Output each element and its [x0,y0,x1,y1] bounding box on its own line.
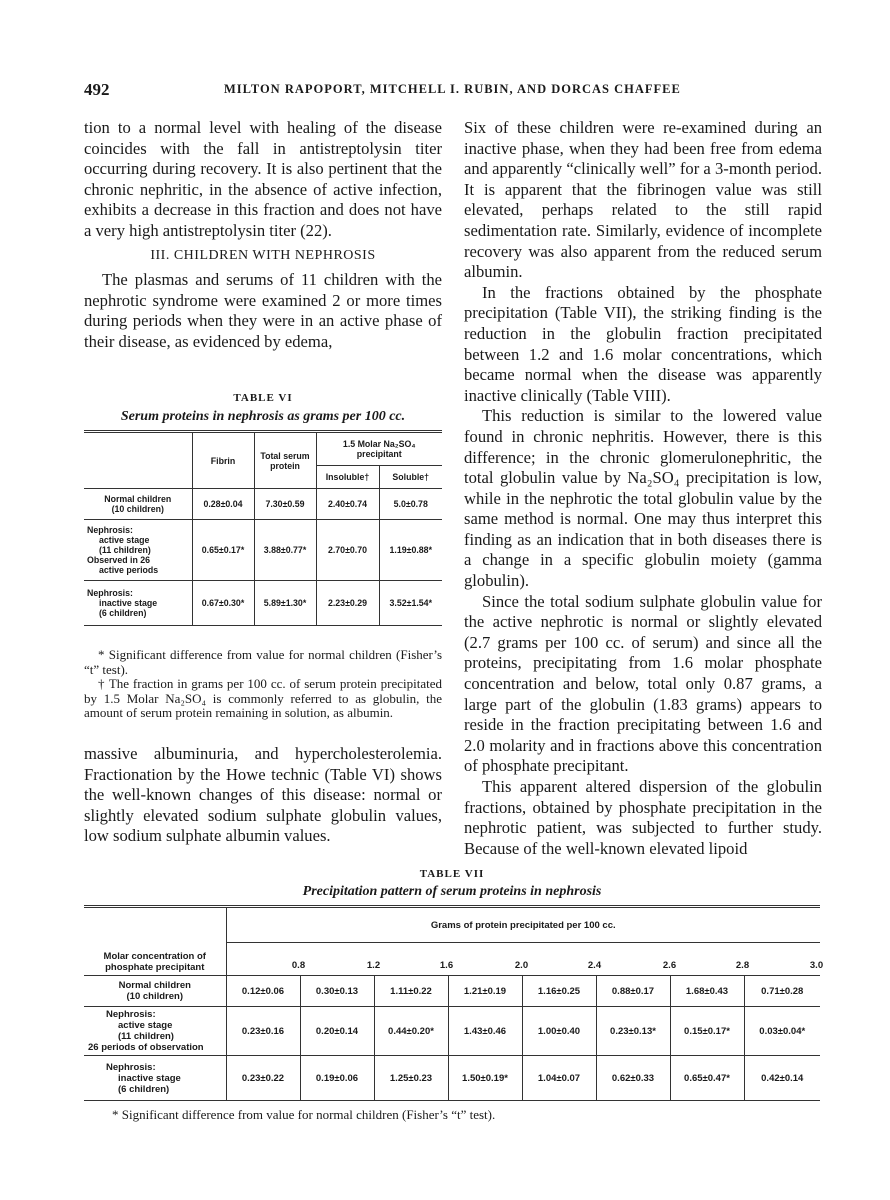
row-label: (6 children) [118,1083,170,1095]
table-cell: 0.67±0.30* [192,581,254,626]
table6-footnote-1: * Significant difference from value for normal children (Fisher’s “t” test). [84,647,442,677]
running-head: MILTON RAPOPORT, MITCHELL I. RUBIN, AND DORCAS CHAFFEE [224,82,681,96]
table-cell: 0.44±0.20* [374,1007,448,1056]
row-label: Nephrosis: [87,525,133,535]
table-cell: 1.11±0.22 [374,976,448,1007]
table6 [84,430,442,626]
concentration-label: 2.4 [587,960,602,971]
table-cell: 2.23±0.29 [316,581,379,626]
table7-stub-top [84,907,226,943]
table7-caption: Precipitation pattern of serum proteins in nephrosis [302,884,602,899]
table7-group-header: Grams of protein precipitated per 100 cc. [226,907,820,943]
table6-footnotes [84,648,442,721]
table-row [84,520,442,581]
table6-label: TABLE VI [233,392,293,404]
table-cell: 0.03±0.04* [744,1007,820,1056]
table-cell: 1.25±0.23 [374,1056,448,1101]
concentration-label: 1.2 [366,960,381,971]
row-label: active periods [99,565,159,575]
table7-footnote: * Significant difference from value for normal children (Fisher’s “t” test). [112,1107,496,1122]
table-cell: 0.28±0.04 [192,489,254,520]
table7-concentration-row [84,943,820,976]
table6-col-total: Total serum protein [254,433,316,489]
left-column-bottom [84,744,442,847]
table-cell: 0.19±0.06 [300,1056,374,1101]
table7-row-header: Molar concentration of phosphate precipitant [103,950,206,973]
table-cell: 0.65±0.47* [670,1056,744,1101]
table-cell: 3.88±0.77* [254,520,316,581]
table6-col-soluble: Soluble† [379,466,442,489]
concentration-label: 2.6 [662,960,677,971]
table6-col-fibrin: Fibrin [192,433,254,489]
table-row [84,1007,820,1056]
table6-stub-header [84,433,192,489]
table-cell: 1.21±0.19 [448,976,522,1007]
table7-label: TABLE VII [419,868,485,880]
section-heading: III. CHILDREN WITH NEPHROSIS [150,247,376,263]
table-cell: 2.70±0.70 [316,520,379,581]
concentration-label: 1.6 [439,960,454,971]
table6-caption: Serum proteins in nephrosis as grams per 100 cc. [120,409,406,424]
left-column-top [84,118,442,353]
row-label: (10 children) [111,504,164,514]
row-label: Nephrosis: [87,588,133,598]
left-paragraph-1: tion to a normal level with healing of the disease coincides with the fall in antistreptolysin titer occurring during recovery. It is also pertinent that the chronic nephritic, in the absence of active infection, exhibits a decrease in this fraction and does not have a very high antistreptolysin titer (22). [84,118,442,240]
table-cell: 5.89±1.30* [254,581,316,626]
table-cell: 0.12±0.06 [226,976,300,1007]
row-label: inactive stage [99,598,158,608]
right-column [464,118,822,859]
table-cell: 5.0±0.78 [379,489,442,520]
table-cell: 1.43±0.46 [448,1007,522,1056]
table7 [84,905,824,1101]
table6-footnote-2: † The fraction in grams per 100 cc. of serum protein precipitated by 1.5 Molar Na₂SO₄ is commonly referred to as globulin, the amount of serum protein remaining in solution, as albumin. [84,676,442,720]
row-label: (6 children) [99,608,147,618]
page-number: 492 [84,80,110,99]
table-cell: 0.23±0.13* [596,1007,670,1056]
table-cell: 0.30±0.13 [300,976,374,1007]
table-cell: 0.65±0.17* [192,520,254,581]
row-label: (10 children) [126,991,183,1002]
right-paragraph-3: This reduction is similar to the lowered value found in chronic nephritis. However, there is this difference; in the chronic glomerulonephritic, the total globulin value by Na₂SO₄ precipitation is low, while in the nephrotic the total globulin value by the same method is normal. One may thus interpret this finding as an indication that in both diseases there is a change in a specific globulin moiety (gamma globulin). [464,406,822,591]
row-label: (11 children) [99,545,151,555]
table-cell: 0.23±0.22 [226,1056,300,1101]
page-header [84,80,820,102]
table-cell: 1.19±0.88* [379,520,442,581]
concentration-label: 3.0 [809,960,824,971]
row-label: Normal children [118,980,191,991]
table-cell: 7.30±0.59 [254,489,316,520]
table-row [84,976,820,1007]
table-cell: 1.50±0.19* [448,1056,522,1101]
row-label: Nephrosis: [106,1009,156,1020]
table6-col-group: 1.5 Molar Na₂SO₄ precipitant [316,433,442,466]
table-cell: 0.15±0.17* [670,1007,744,1056]
row-label: 26 periods of observation [88,1042,204,1053]
right-paragraph-1: Six of these children were re-examined during an inactive phase, when they had been free from edema and apparently “clinically well” for a 3-month period. It is apparent that the fibrinogen value was still elevated, perhaps related to the still rapid sedimentation rate. Similarly, evidence of incomplete recovery was also apparent from the reduced serum albumin. [464,118,822,282]
row-label: inactive stage [118,1072,181,1084]
right-paragraph-2: In the fractions obtained by the phosphate precipitation (Table VII), the striking finding is the reduction in the globulin fraction precipitated between 1.2 and 1.6 molar concentrations, which became normal when the disease was apparently inactive clinically (Table VIII). [464,282,822,405]
table-cell: 0.23±0.16 [226,1007,300,1056]
row-label: active stage [118,1020,173,1031]
table-cell: 3.52±1.54* [379,581,442,626]
table-cell: 0.42±0.14 [744,1056,820,1101]
table6-col-insoluble: Insoluble† [316,466,379,489]
table-cell: 1.04±0.07 [522,1056,596,1101]
row-label: Observed in 26 [87,555,151,565]
table-row [84,1056,820,1101]
table-cell: 0.62±0.33 [596,1056,670,1101]
concentration-label: 2.8 [735,960,750,971]
table-cell: 0.20±0.14 [300,1007,374,1056]
row-label: Normal children [104,494,172,504]
table7-concentration-strip [226,943,824,976]
table-cell: 0.88±0.17 [596,976,670,1007]
concentration-label: 2.0 [514,960,529,971]
table-row [84,489,442,520]
table-cell: 0.71±0.28 [744,976,820,1007]
left-paragraph-3: massive albuminuria, and hypercholesterolemia. Fractionation by the Howe technic (Table VI) shows the well-known changes of this disease: normal or slightly elevated sodium sulphate globulin values, low sodium sulphate albumin values. [84,744,442,846]
concentration-label: 0.8 [291,960,306,971]
row-label: Nephrosis: [106,1061,156,1073]
table-cell: 1.16±0.25 [522,976,596,1007]
left-paragraph-2: The plasmas and serums of 11 children with the nephrotic syndrome were examined 2 or more times during periods when they were in an active phase of their disease, as evidenced by edema, [84,270,442,351]
table-cell: 2.40±0.74 [316,489,379,520]
row-label: active stage [99,535,150,545]
table-row [84,581,442,626]
table-cell: 1.68±0.43 [670,976,744,1007]
row-label: (11 children) [118,1031,174,1042]
table-cell: 1.00±0.40 [522,1007,596,1056]
right-paragraph-5: This apparent altered dispersion of the globulin fractions, obtained by phosphate precipitation in the nephrotic patient, was subjected to further study. Because of the well-known elevated lipoid [464,777,822,858]
right-paragraph-4: Since the total sodium sulphate globulin value for the active nephrotic is normal or slightly elevated (2.7 grams per 100 cc. of serum) and since all the proteins, precipitating from 1.6 molar phosphate concentration and below, total only 0.87 grams, a large part of the globulin (1.83 grams) appears to reside in the fraction precipitating between 1.6 and 2.0 molarity and in fractions above this concentration of phosphate precipitant. [464,591,822,776]
